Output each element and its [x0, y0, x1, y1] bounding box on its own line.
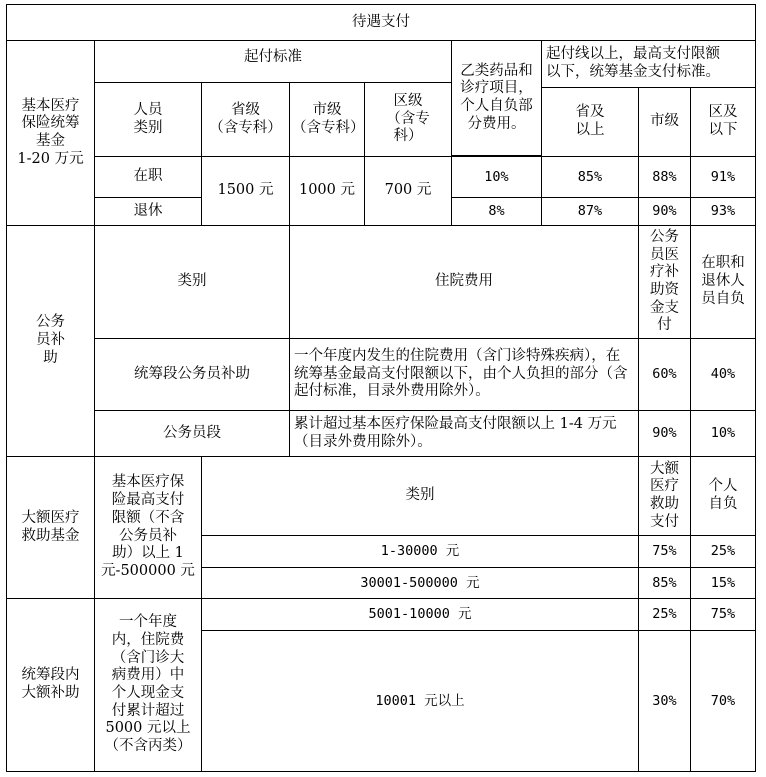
pooled-subsidy-range-1: 5001-10000 元 — [201, 598, 639, 631]
major-relief-self-header: 个人 自负 — [690, 456, 756, 536]
pooled-subsidy-scope: 一个年度 内，住院费 （含门诊大 病费用）中 个人现金支 付累计超过 5000 元以上 （不含丙类） — [94, 598, 202, 772]
pooled-subsidy-self-2: 70% — [690, 630, 756, 772]
major-relief-pay-header: 大额 医疗 救助 支付 — [638, 456, 691, 536]
employed-city-rate: 88% — [638, 156, 691, 198]
subsidy-fund-header: 公务 员医 疗补 助资 金支 付 — [638, 225, 691, 339]
hospital-cost-header: 住院费用 — [289, 225, 639, 339]
threshold-header: 起付标准 — [94, 40, 452, 83]
civil-self-pay-header: 在职和 退休人 员自负 — [690, 225, 756, 339]
major-relief-range-1: 1-30000 元 — [201, 535, 639, 568]
major-relief-range-2: 30001-500000 元 — [201, 567, 639, 599]
above-threshold-header: 起付线以上，最高支付限额 以下，统筹基金支付标准。 — [541, 40, 756, 88]
major-relief-label: 大额医疗 救助基金 — [6, 456, 95, 599]
retired-label: 退休 — [94, 197, 202, 226]
pooled-civil-subsidy-desc: 一个年度内发生的住院费用（含门诊特殊疾病），在统筹基金最高支付限额以下，由个人负担的部分（含起付标准，目录外费用除外）。 — [289, 338, 639, 411]
retired-class-b: 8% — [451, 197, 542, 226]
civil-servant-label: 公务 员补 助 — [6, 225, 95, 457]
civil-servant-band-self-rate: 10% — [690, 410, 756, 457]
civil-servant-band-category: 公务员段 — [94, 410, 290, 457]
district-header: 区级 （含专 科） — [364, 82, 452, 157]
pooled-civil-subsidy-category: 统筹段公务员补助 — [94, 338, 290, 411]
city-level-header: 市级 — [638, 87, 691, 157]
pooled-subsidy-self-1: 75% — [690, 598, 756, 631]
employed-class-b: 10% — [451, 156, 542, 198]
class-b-header: 乙类药品和 诊疗项目， 个人自负部 分费用。 — [451, 40, 542, 156]
civil-servant-band-desc: 累计超过基本医疗保险最高支付限额以上 1-4 万元（目录外费用除外）。 — [289, 410, 639, 457]
major-relief-self-2: 15% — [690, 567, 756, 599]
person-category-header: 人员 类别 — [94, 82, 202, 157]
provincial-above-header: 省及 以上 — [541, 87, 639, 157]
table-title: 待遇支付 — [6, 4, 756, 41]
major-relief-category-header: 类别 — [201, 456, 639, 536]
major-relief-scope: 基本医疗保 险最高支付 限额（不含 公务员补 助）以上 1 元-500000 元 — [94, 456, 202, 599]
employed-provincial-rate: 85% — [541, 156, 639, 198]
benefit-payment-table — [6, 4, 756, 772]
threshold-city: 1000 元 — [289, 156, 365, 226]
basic-fund-label: 基本医疗 保险统筹 基金 1-20 万元 — [6, 40, 95, 226]
retired-district-rate: 93% — [690, 197, 756, 226]
pooled-subsidy-rate-1: 25% — [638, 598, 691, 631]
retired-provincial-rate: 87% — [541, 197, 639, 226]
threshold-district: 700 元 — [364, 156, 452, 226]
retired-city-rate: 90% — [638, 197, 691, 226]
major-relief-self-1: 25% — [690, 535, 756, 568]
provincial-header: 省级 （含专科） — [201, 82, 290, 157]
employed-district-rate: 91% — [690, 156, 756, 198]
civil-servant-band-fund-rate: 90% — [638, 410, 691, 457]
pooled-civil-subsidy-fund-rate: 60% — [638, 338, 691, 411]
district-below-header: 区及 以下 — [690, 87, 756, 157]
civil-category-header: 类别 — [94, 225, 290, 339]
major-relief-rate-1: 75% — [638, 535, 691, 568]
pooled-subsidy-rate-2: 30% — [638, 630, 691, 772]
city-header: 市级 （含专科） — [289, 82, 365, 157]
pooled-subsidy-label: 统筹段内 大额补助 — [6, 598, 95, 772]
pooled-subsidy-range-2: 10001 元以上 — [201, 630, 639, 772]
pooled-civil-subsidy-self-rate: 40% — [690, 338, 756, 411]
major-relief-rate-2: 85% — [638, 567, 691, 599]
threshold-provincial: 1500 元 — [201, 156, 290, 226]
employed-label: 在职 — [94, 156, 202, 198]
